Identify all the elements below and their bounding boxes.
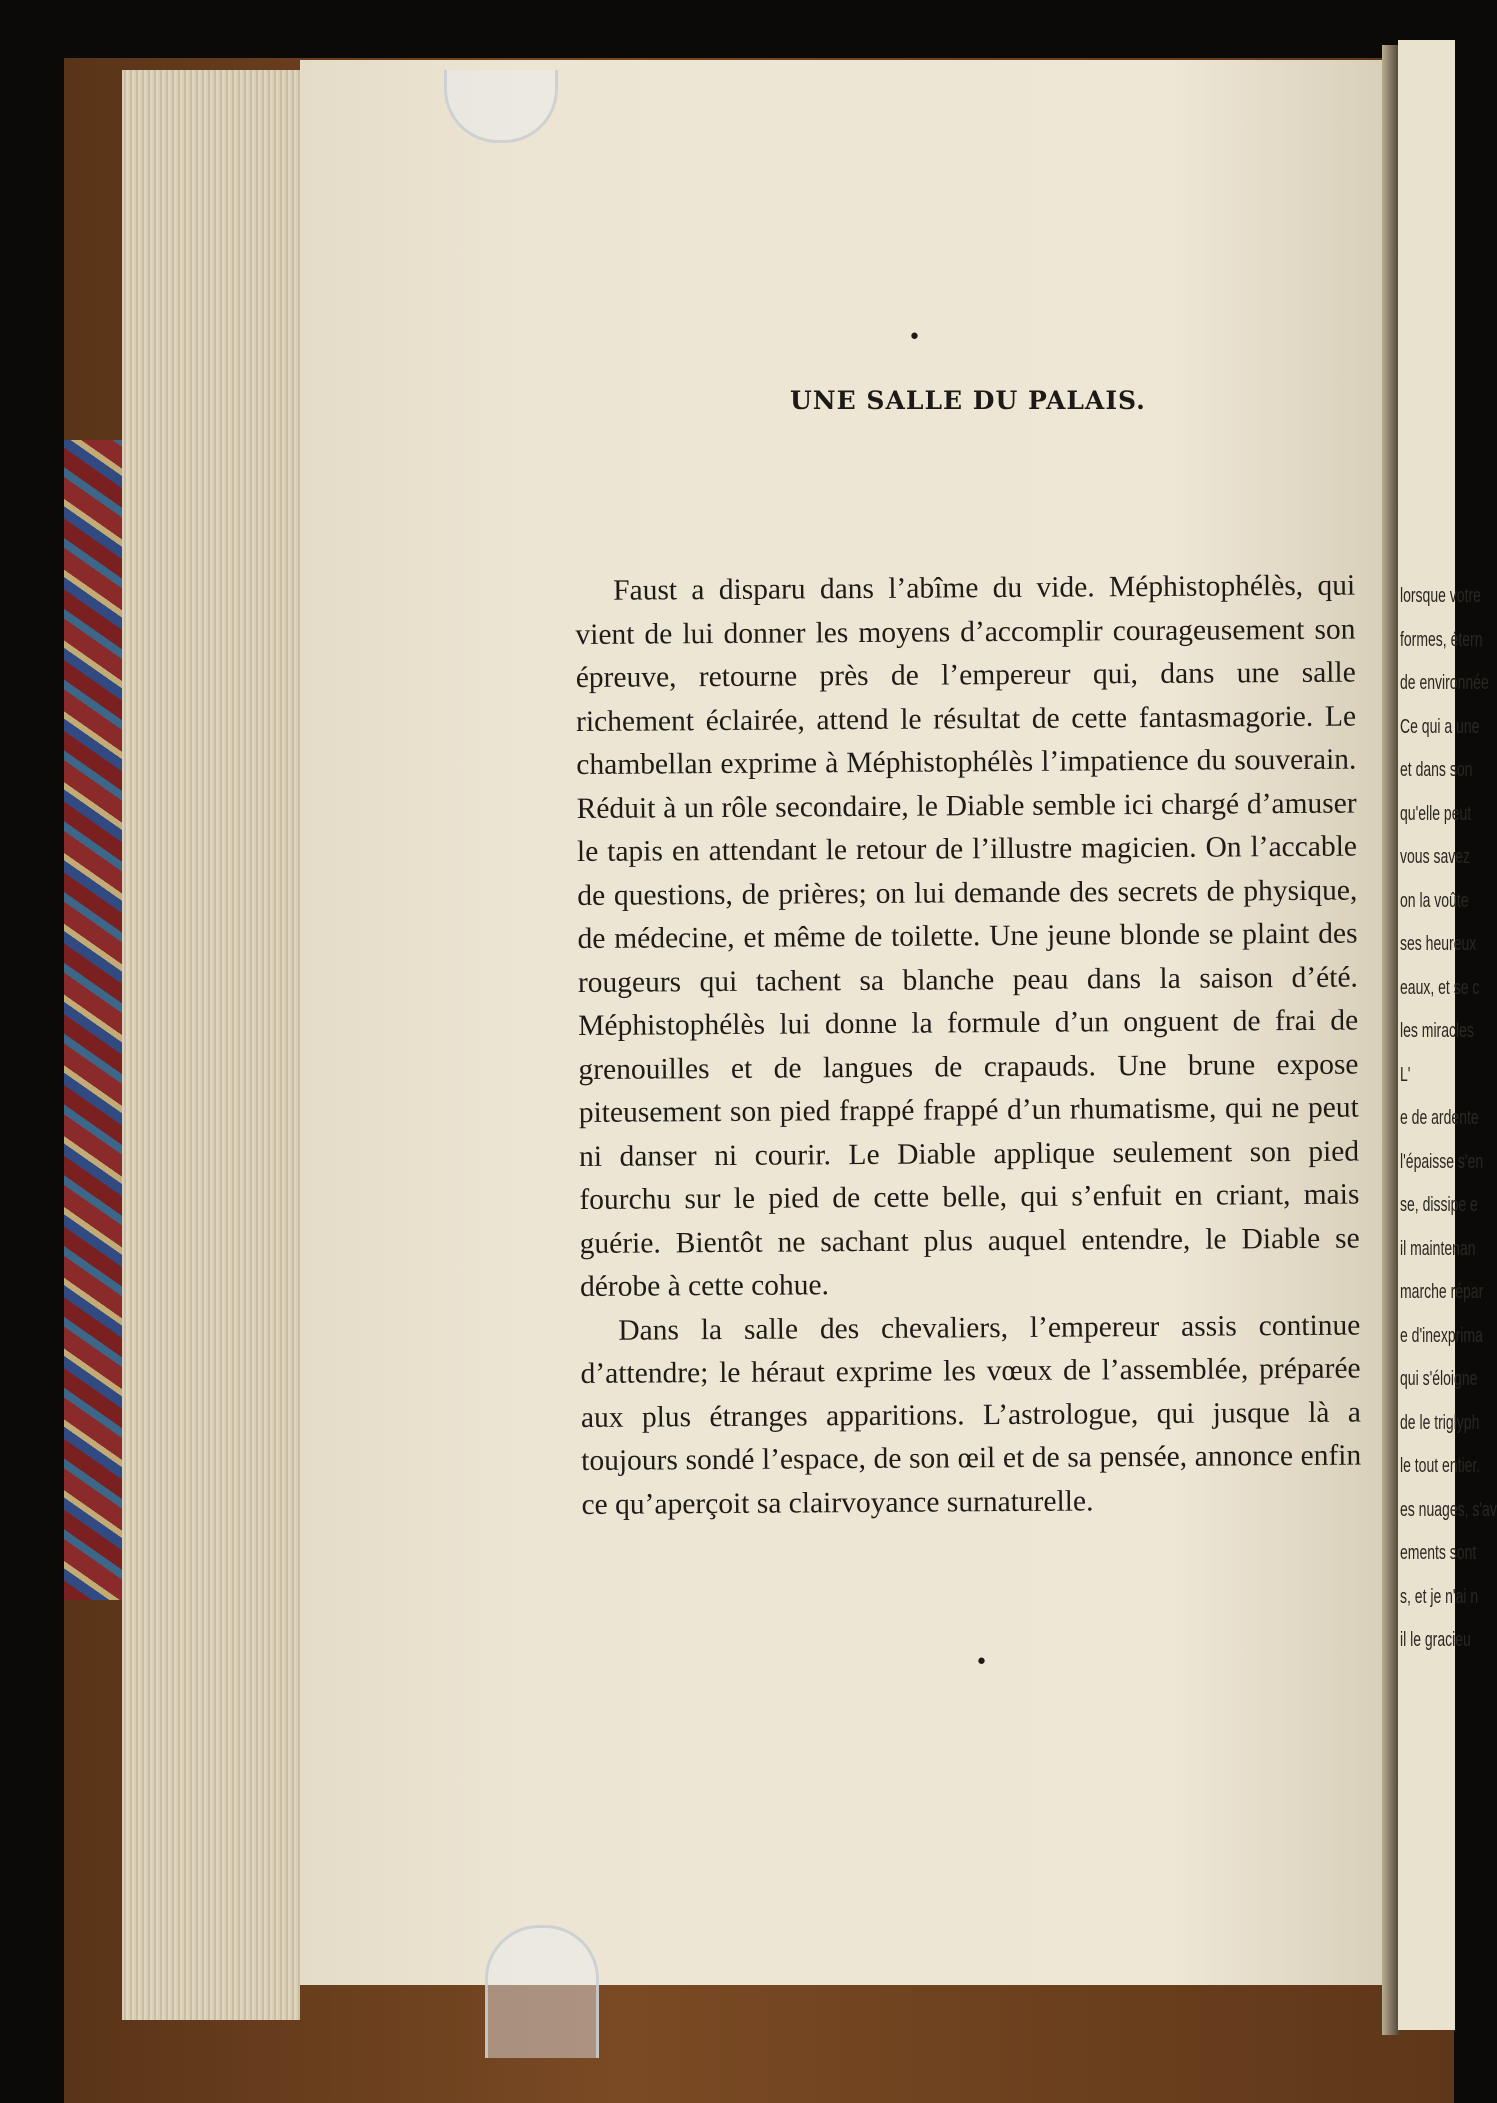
next-page-line: on la voûte bbox=[1400, 889, 1469, 912]
ink-speck: • bbox=[908, 325, 921, 350]
next-page-line: se, dissipe e bbox=[1400, 1194, 1478, 1216]
next-page-line: de environnée bbox=[1400, 672, 1489, 694]
next-page-line: il le gracieu bbox=[1400, 1629, 1471, 1651]
next-page-line: es nuages, s'av bbox=[1400, 1498, 1497, 1521]
next-page-line: le tout entier. bbox=[1400, 1455, 1481, 1477]
body-text bbox=[575, 565, 1362, 1527]
next-page-line: ses heureux bbox=[1400, 933, 1477, 955]
next-page-line: qu'elle peut bbox=[1400, 802, 1472, 825]
next-page-line: formes, étern bbox=[1400, 628, 1483, 651]
next-page-line: vous savez bbox=[1400, 846, 1471, 868]
next-page-line: s, et je n'ai n bbox=[1400, 1585, 1479, 1608]
next-page-line: Ce qui a une bbox=[1400, 715, 1480, 738]
ink-speck: • bbox=[975, 1650, 988, 1675]
next-page-line: et dans son bbox=[1400, 759, 1473, 781]
next-page-line: e de ardente bbox=[1400, 1107, 1479, 1129]
page-edges bbox=[122, 70, 300, 2020]
next-page-line: lorsque votre bbox=[1400, 585, 1481, 607]
next-page-line: L' bbox=[1400, 1063, 1411, 1086]
paragraph: Faust a disparu dans l’abîme du vide. Méphistophélès, qui vient de lui donner les moyens d’accomplir courageusement son épreuve, retourne près de l’empereur qui, dans une salle richement éclairée, attend le résultat de cette fantasmagorie. Le chambellan exprime à Méphistophélès l’impatience du souverain. Réduit à un rôle secondaire, le Diable semble ici chargé d’amuser le tapis en attendant le retour de l’illustre magicien. On l’accable de questions, de prières; on lui demande des secrets de physique, de médecine, et même de toilette. Une jeune blonde se plaint des rougeurs qui tachent sa blanche peau dans la saison d’été. Méphistophélès lui donne la formule d’un onguent de frai de grenouilles et de langues de crapauds. Une brune expose piteusement son pied frappé frappé d’un rhumatisme, qui ne peut ni danser ni courir. Le Diable applique seulement son pied fourchu sur le pied de cette belle, qui s’enfuit en criant, mais guérie. Bientôt ne sachant plus auquel entendre, le Diable se dérobe à cette cohue. bbox=[575, 569, 1360, 1303]
next-page-line: eaux, et se c bbox=[1400, 976, 1480, 999]
next-page-line: qui s'éloigne bbox=[1400, 1368, 1478, 1390]
next-page-line: il maintenan bbox=[1400, 1237, 1476, 1260]
right-page-edge bbox=[1398, 40, 1497, 2030]
next-page-line: e d'inexprima bbox=[1400, 1324, 1483, 1347]
next-page-line: les miracles bbox=[1400, 1020, 1474, 1042]
chapter-heading: UNE SALLE DU PALAIS. bbox=[790, 386, 1146, 415]
page-clip-bottom bbox=[485, 1925, 599, 2058]
next-page-line: marche répar bbox=[1400, 1281, 1484, 1303]
next-page-line: l'épaisse s'en bbox=[1400, 1150, 1484, 1173]
next-page-line: de le triglyph bbox=[1400, 1411, 1480, 1434]
paragraph: Dans la salle des chevaliers, l’empereur assis continue d’attendre; le héraut exprime les vœux de l’assemblée, préparée aux plus étranges apparitions. L’astrologue, qui jusque là a toujours sondé l’espace, de son œil et de sa pensée, annonce enfin ce qu’aperçoit sa clairvoyance surnaturelle. bbox=[580, 1309, 1362, 1521]
next-page-line: ements sont bbox=[1400, 1542, 1477, 1564]
marbled-endpaper bbox=[64, 440, 126, 1600]
